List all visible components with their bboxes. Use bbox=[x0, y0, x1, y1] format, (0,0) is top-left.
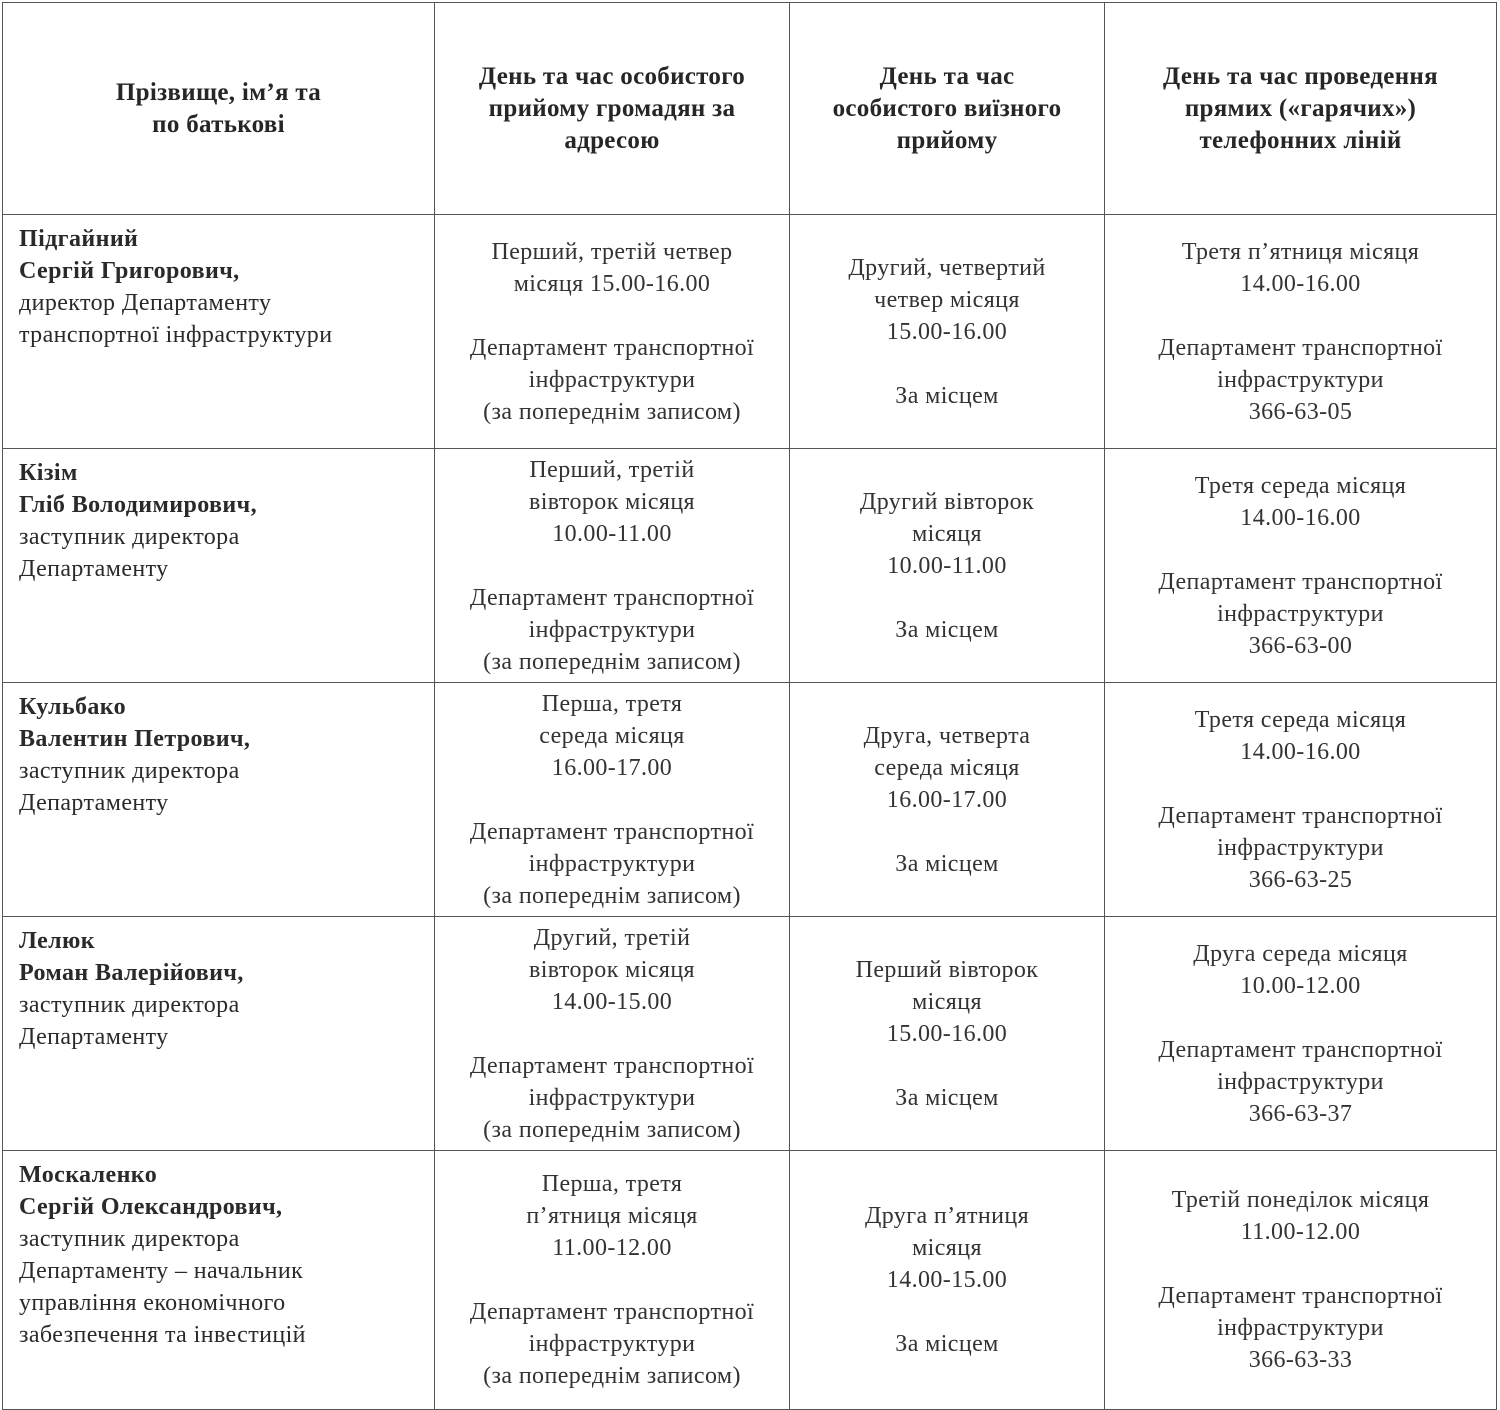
official-cell bbox=[3, 917, 435, 1151]
table-row bbox=[3, 449, 1497, 683]
official-name: Гліб Володимирович, bbox=[19, 492, 257, 518]
official-position-line: Департаменту – начальник bbox=[19, 1258, 304, 1284]
table-row bbox=[3, 917, 1497, 1151]
official-cell bbox=[3, 1151, 435, 1410]
table-row bbox=[3, 1151, 1497, 1410]
hotline-cell: Третя середа місяця 14.00-16.00 Департамент транспортної інфраструктури 366-63-25 bbox=[1105, 683, 1497, 917]
official-position-line: заступник директора bbox=[19, 992, 240, 1018]
hotline-phone: 366-63-00 bbox=[1248, 632, 1353, 659]
field-reception-cell: Друга п’ятниця місяця 14.00-15.00 За місцем bbox=[790, 1151, 1105, 1410]
official-position-line: управління економічного bbox=[19, 1290, 286, 1316]
field-reception-cell: Другий вівторок місяця 10.00-11.00 За місцем bbox=[790, 449, 1105, 683]
hotline-phone: 366-63-37 bbox=[1248, 1100, 1353, 1127]
hotline-phone: 366-63-25 bbox=[1248, 866, 1353, 893]
official-position-line: заступник директора bbox=[19, 524, 240, 550]
reception-schedule-table bbox=[2, 2, 1497, 1410]
table-header-row bbox=[3, 3, 1497, 215]
official-name: Роман Валерійович, bbox=[19, 960, 244, 986]
hotline-cell: Друга середа місяця 10.00-12.00 Департамент транспортної інфраструктури 366-63-37 bbox=[1105, 917, 1497, 1151]
header-field-reception: День та час особистого виїзного прийому bbox=[790, 3, 1105, 215]
official-position-line: Департаменту bbox=[19, 1024, 169, 1050]
official-position-line: Департаменту bbox=[19, 790, 169, 816]
hotline-cell: Третя п’ятниця місяця 14.00-16.00 Департамент транспортної інфраструктури 366-63-05 bbox=[1105, 215, 1497, 449]
official-name: Сергій Олександрович, bbox=[19, 1194, 283, 1220]
official-position-line: заступник директора bbox=[19, 758, 240, 784]
official-surname: Кізім bbox=[19, 460, 78, 486]
official-name: Валентин Петрович, bbox=[19, 726, 251, 752]
official-surname: Кульбако bbox=[19, 694, 127, 720]
official-surname: Москаленко bbox=[19, 1162, 158, 1188]
header-hotline: День та час проведення прямих («гарячих») телефонних ліній bbox=[1105, 3, 1497, 215]
hotline-cell: Третя середа місяця 14.00-16.00 Департамент транспортної інфраструктури 366-63-00 bbox=[1105, 449, 1497, 683]
hotline-phone: 366-63-33 bbox=[1248, 1347, 1353, 1373]
field-reception-cell: Друга, четверта середа місяця 16.00-17.00 За місцем bbox=[790, 683, 1105, 917]
header-office-reception: День та час особистого прийому громадян за адресою bbox=[435, 3, 790, 215]
hotline-phone: 366-63-05 bbox=[1248, 398, 1353, 425]
office-reception-cell: Перший, третій четвер місяця 15.00-16.00 Департамент транспортної інфраструктури (за попереднім записом) bbox=[435, 215, 790, 449]
office-reception-cell: Перший, третій вівторок місяця 10.00-11.00 Департамент транспортної інфраструктури (за попереднім записом) bbox=[435, 449, 790, 683]
official-position-line: заступник директора bbox=[19, 1226, 240, 1252]
official-cell bbox=[3, 215, 435, 449]
office-reception-cell: Перша, третя середа місяця 16.00-17.00 Департамент транспортної інфраструктури (за попереднім записом) bbox=[435, 683, 790, 917]
official-name: Сергій Григорович, bbox=[19, 258, 240, 284]
office-reception-cell: Перша, третя п’ятниця місяця 11.00-12.00 Департамент транспортної інфраструктури (за попереднім записом) bbox=[435, 1151, 790, 1410]
official-position-line: директор Департаменту bbox=[19, 290, 272, 316]
official-position-line: Департаменту bbox=[19, 556, 169, 582]
table-row bbox=[3, 215, 1497, 449]
official-position-line: забезпечення та інвестицій bbox=[19, 1322, 306, 1348]
header-name: Прізвище, ім’я та по батькові bbox=[3, 3, 435, 215]
official-cell bbox=[3, 683, 435, 917]
office-reception-cell: Другий, третій вівторок місяця 14.00-15.00 Департамент транспортної інфраструктури (за попереднім записом) bbox=[435, 917, 790, 1151]
official-cell bbox=[3, 449, 435, 683]
field-reception-cell: Другий, четвертий четвер місяця 15.00-16.00 За місцем bbox=[790, 215, 1105, 449]
hotline-cell: Третій понеділок місяця 11.00-12.00 Департамент транспортної інфраструктури 366-63-33 bbox=[1105, 1151, 1497, 1410]
official-position-line: транспортної інфраструктури bbox=[19, 322, 333, 348]
official-surname: Підгайний bbox=[19, 226, 139, 252]
field-reception-cell: Перший вівторок місяця 15.00-16.00 За місцем bbox=[790, 917, 1105, 1151]
table-row bbox=[3, 683, 1497, 917]
official-surname: Лелюк bbox=[19, 928, 96, 954]
